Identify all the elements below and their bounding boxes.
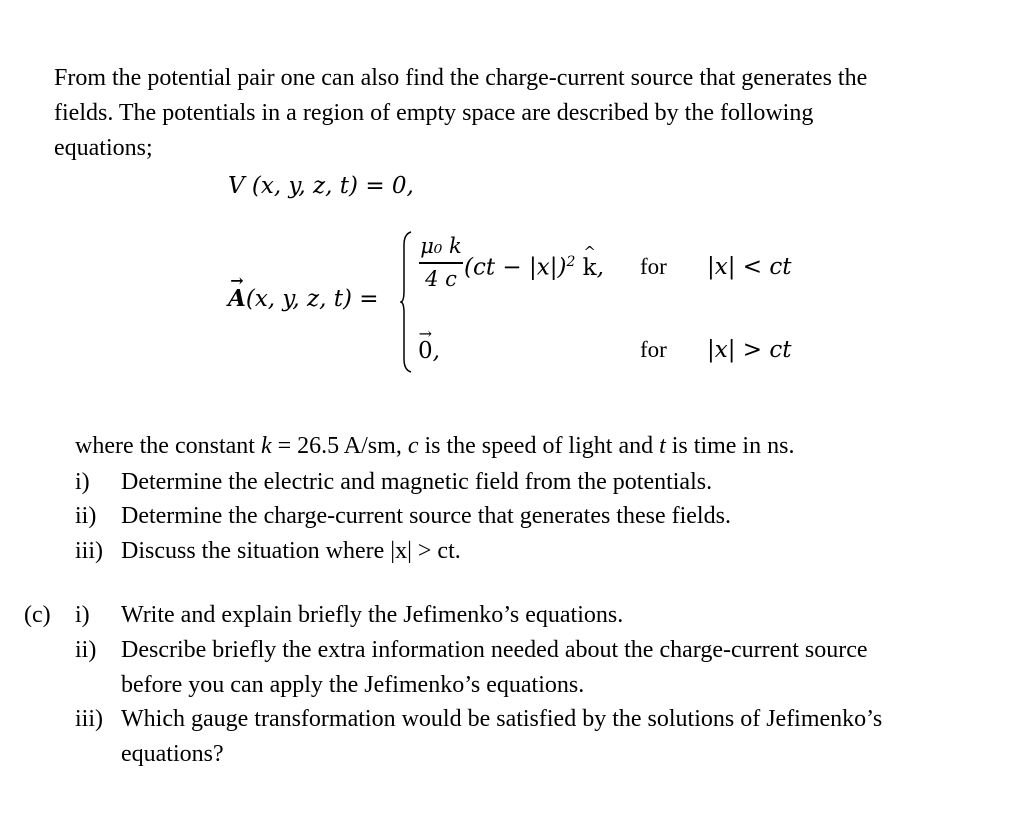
condition-outside: |x| > ct	[707, 337, 792, 363]
item-number: iii)	[75, 538, 103, 564]
item-number: ii)	[75, 637, 97, 663]
item-text: before you can apply the Jefimenko’s equations.	[121, 672, 585, 698]
unit-vector-k: ^ k	[583, 255, 597, 281]
zero-vector: → 0	[418, 338, 433, 364]
symbol-k: k	[260, 433, 272, 459]
intro-line: From the potential pair one can also find the charge-current source that generates the	[54, 65, 868, 91]
item-text: Which gauge transformation would be satisfied by the solutions of Jefimenko’s	[121, 706, 883, 732]
fraction-bar	[419, 262, 463, 264]
where-text: where the constant	[75, 433, 261, 459]
item-text: Determine the electric and magnetic field from the potentials.	[121, 469, 713, 495]
where-text: is the speed of light and	[418, 433, 660, 459]
for-label-2: for	[640, 337, 667, 362]
part-c-item-2	[75, 633, 868, 668]
case2-comma: ,	[432, 338, 440, 364]
case1-bracket: (ct − |x|)	[464, 254, 567, 281]
equation-a-lhs	[228, 285, 379, 312]
item-text: Describe briefly the extra information needed about the charge-current source	[121, 637, 868, 663]
case2-expression	[418, 338, 440, 364]
item-number: i)	[75, 602, 90, 628]
symbol-t: t	[659, 433, 666, 459]
part-c-item-1	[75, 598, 624, 633]
item-number: i)	[75, 469, 90, 495]
item-number: iii)	[75, 706, 103, 732]
item-text: Discuss the situation where |x| > ct.	[121, 538, 461, 564]
fraction-mu0k-over-4c	[419, 232, 463, 292]
intro-line: equations;	[54, 135, 153, 161]
equation-a-args: (x, y, z, t) =	[245, 286, 379, 312]
part-b-item-3	[75, 534, 461, 569]
for-label-1: for	[640, 254, 667, 279]
part-c-label: (c)	[24, 602, 51, 628]
fraction-denominator: 4 c	[425, 266, 457, 291]
where-text: is time in ns.	[665, 433, 795, 459]
intro-line: fields. The potentials in a region of empty space are described by the following	[54, 100, 814, 126]
case1-exponent: 2	[566, 254, 576, 270]
vector-a-symbol: → A	[228, 285, 246, 312]
item-text: equations?	[121, 741, 224, 767]
symbol-c: c	[407, 433, 419, 459]
left-brace-icon	[400, 231, 412, 373]
intro-paragraph	[54, 61, 867, 166]
condition-inside: |x| < ct	[707, 254, 792, 280]
item-text: Write and explain briefly the Jefimenko’s equations.	[121, 602, 624, 628]
part-b-item-1	[75, 465, 713, 500]
part-c-item-3	[75, 702, 883, 737]
equation-v: V (x, y, z, t) = 0,	[228, 173, 414, 199]
item-text: Determine the charge-current source that generates these fields.	[121, 503, 731, 529]
part-b-item-2	[75, 499, 731, 534]
item-number: ii)	[75, 503, 97, 529]
constants-sentence	[75, 429, 794, 464]
case1-expression	[464, 254, 604, 281]
fraction-numerator: μ₀ k	[420, 234, 462, 258]
where-text: = 26.5 A/sm,	[271, 433, 408, 459]
case1-comma: ,	[596, 254, 604, 281]
